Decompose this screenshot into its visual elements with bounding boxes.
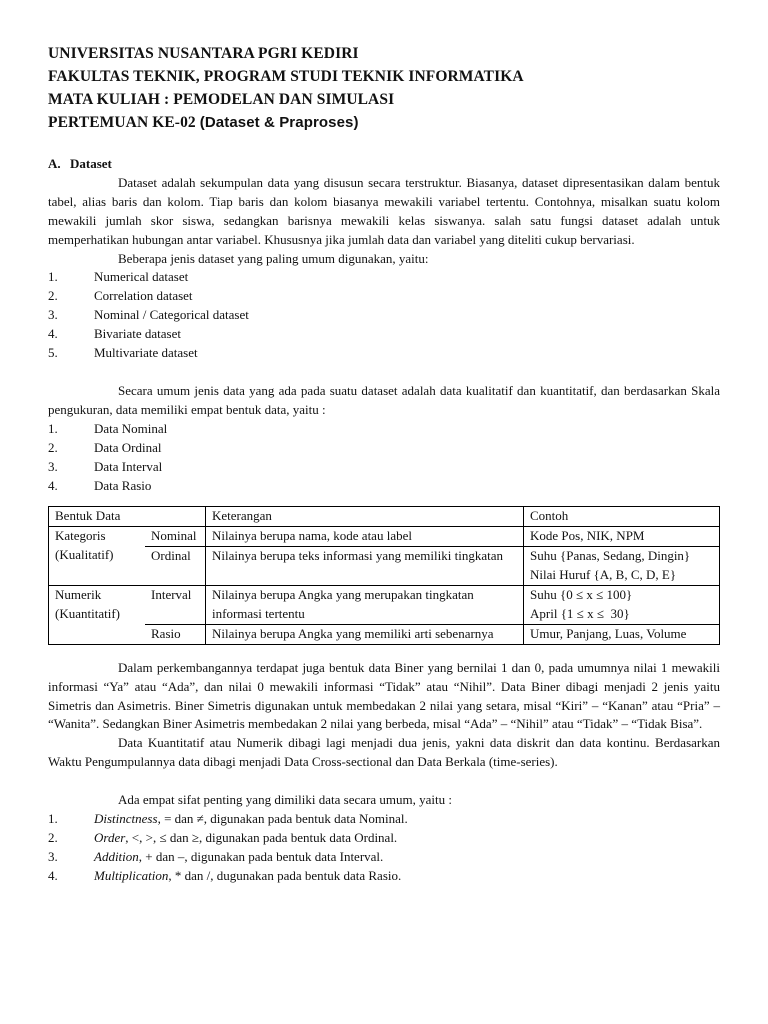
document-body <box>48 155 720 886</box>
list-item: 2. Order, <, >, ≤ dan ≥, digunakan pada bentuk data Ordinal. <box>48 830 398 845</box>
course-name: MATA KULIAH : PEMODELAN DAN SIMULASI <box>48 91 395 108</box>
list-item: 2. Data Ordinal <box>48 439 162 455</box>
category-quantitative: Numerik (Kuantitatif) <box>49 586 146 645</box>
type-cell: Nominal <box>145 527 206 547</box>
type-cell: Rasio <box>145 624 206 644</box>
description-cell: Nilainya berupa Angka yang memiliki arti sebenarnya <box>206 624 524 644</box>
example-cell: Suhu {Panas, Sedang, Dingin} Nilai Huruf {A, B, C, D, E} <box>524 547 720 586</box>
category-qualitative: Kategoris (Kualitatif) <box>49 527 146 586</box>
list-item: 2. Correlation dataset <box>48 288 193 304</box>
example-cell: Suhu {0 ≤ x ≤ 100} April {1 ≤ x ≤ 30} <box>524 586 720 625</box>
list-item: 4. Multiplication, * dan /, dugunakan pada bentuk data Rasio. <box>48 867 402 883</box>
paragraph-dataset-definition: Dataset adalah sekumpulan data yang disusun secara terstruktur. Biasanya, dataset dipresentasikan dalam bentuk tabel, alias baris dan kolom. Tiap baris dan kolom biasanya mewakili variabel tertentu. Contohnya, misalkan suatu kolom mewakili jumlah skor siswa, sedangkan barisnya mewakili kelas siswanya. salah satu fungsi dataset adalah untuk memperhatikan hubungan antar variabel. Khususnya jika jumlah data dan variabel yang diteliti cukup bervariasi. <box>48 174 720 247</box>
document-header <box>48 42 524 134</box>
data-forms-table <box>48 506 720 644</box>
section-letter: A. <box>48 156 61 171</box>
paragraph-properties-intro: Ada empat sifat penting yang dimiliki data secara umum, yaitu : <box>118 792 452 808</box>
paragraph-dataset-types-intro: Beberapa jenis dataset yang paling umum digunakan, yaitu: <box>118 250 429 266</box>
table-row <box>49 624 720 644</box>
list-item: 3. Nominal / Categorical dataset <box>48 307 249 323</box>
dataset-types-list <box>48 268 720 363</box>
table-header-row <box>49 507 720 527</box>
paragraph-quantitative-data: Data Kuantitatif atau Numerik dibagi lagi menjadi dua jenis, yakni data diskrit dan data kontinu. Berdasarkan Waktu Pengumpulannya data dibagi menjadi Data Cross-sectional dan Data Berkala (time-series). <box>48 735 720 770</box>
type-cell: Interval <box>145 586 206 625</box>
table-row <box>49 586 720 625</box>
description-cell: Nilainya berupa teks informasi yang memiliki tingkatan <box>206 547 524 586</box>
paragraph-data-forms-intro: Secara umum jenis data yang ada pada suatu dataset adalah data kualitatif dan kuantitatif, dan berdasarkan Skala pengukuran, data memiliki empat bentuk data, yaitu : <box>48 382 720 417</box>
table-row <box>49 547 720 586</box>
list-item: 3. Addition, + dan –, digunakan pada bentuk data Interval. <box>48 848 384 864</box>
example-cell: Kode Pos, NIK, NPM <box>524 527 720 547</box>
section-heading <box>48 155 720 174</box>
list-item: 1. Numerical dataset <box>48 269 189 285</box>
list-item: 3. Data Interval <box>48 458 163 474</box>
description-cell: Nilainya berupa Angka yang merupakan tingkatan informasi tertentu <box>206 586 524 625</box>
header-example: Contoh <box>524 507 720 527</box>
header-description: Keterangan <box>206 507 524 527</box>
spacer <box>48 363 720 382</box>
faculty-name: FAKULTAS TEKNIK, PROGRAM STUDI TEKNIK INFORMATIKA <box>48 68 524 85</box>
type-cell: Ordinal <box>145 547 206 586</box>
spacer <box>48 772 720 791</box>
meeting-title <box>48 111 524 134</box>
list-item: 4. Bivariate dataset <box>48 326 181 342</box>
header-form: Bentuk Data <box>49 507 206 527</box>
data-properties-list <box>48 810 720 886</box>
meeting-number: PERTEMUAN KE-02 <box>48 114 200 131</box>
table-row <box>49 527 720 547</box>
list-item: 1. Data Nominal <box>48 420 168 436</box>
section-title: Dataset <box>70 156 112 171</box>
list-item: 1. Distinctness, = dan ≠, digunakan pada bentuk data Nominal. <box>48 811 408 827</box>
university-name: UNIVERSITAS NUSANTARA PGRI KEDIRI <box>48 45 359 62</box>
meeting-topic: (Dataset & Praproses) <box>199 114 359 131</box>
list-item: 5. Multivariate dataset <box>48 345 198 361</box>
description-cell: Nilainya berupa nama, kode atau label <box>206 527 524 547</box>
list-item: 4. Data Rasio <box>48 477 152 493</box>
data-forms-list <box>48 420 720 496</box>
example-cell: Umur, Panjang, Luas, Volume <box>524 624 720 644</box>
paragraph-binary-data: Dalam perkembangannya terdapat juga bentuk data Biner yang bernilai 1 dan 0, pada umumnya nilai 1 mewakili informasi “Ya” atau “Ada”, dan nilai 0 mewakili informasi “Tidak” atau “Nihil”. Data Biner dibagi menjadi 2 jenis yaitu Simetris dan Asimetris. Biner Simetris digunakan untuk membedakan 2 nilai yang setara, misal “Kiri” – “Kanan” atau “Pria” – “Wanita”. Sedangkan Biner Asimetris membedakan 2 nilai yang berbeda, misal “Ada” – “Nihil” atau “Tidak” – “Tidak Bisa”. <box>48 659 720 732</box>
